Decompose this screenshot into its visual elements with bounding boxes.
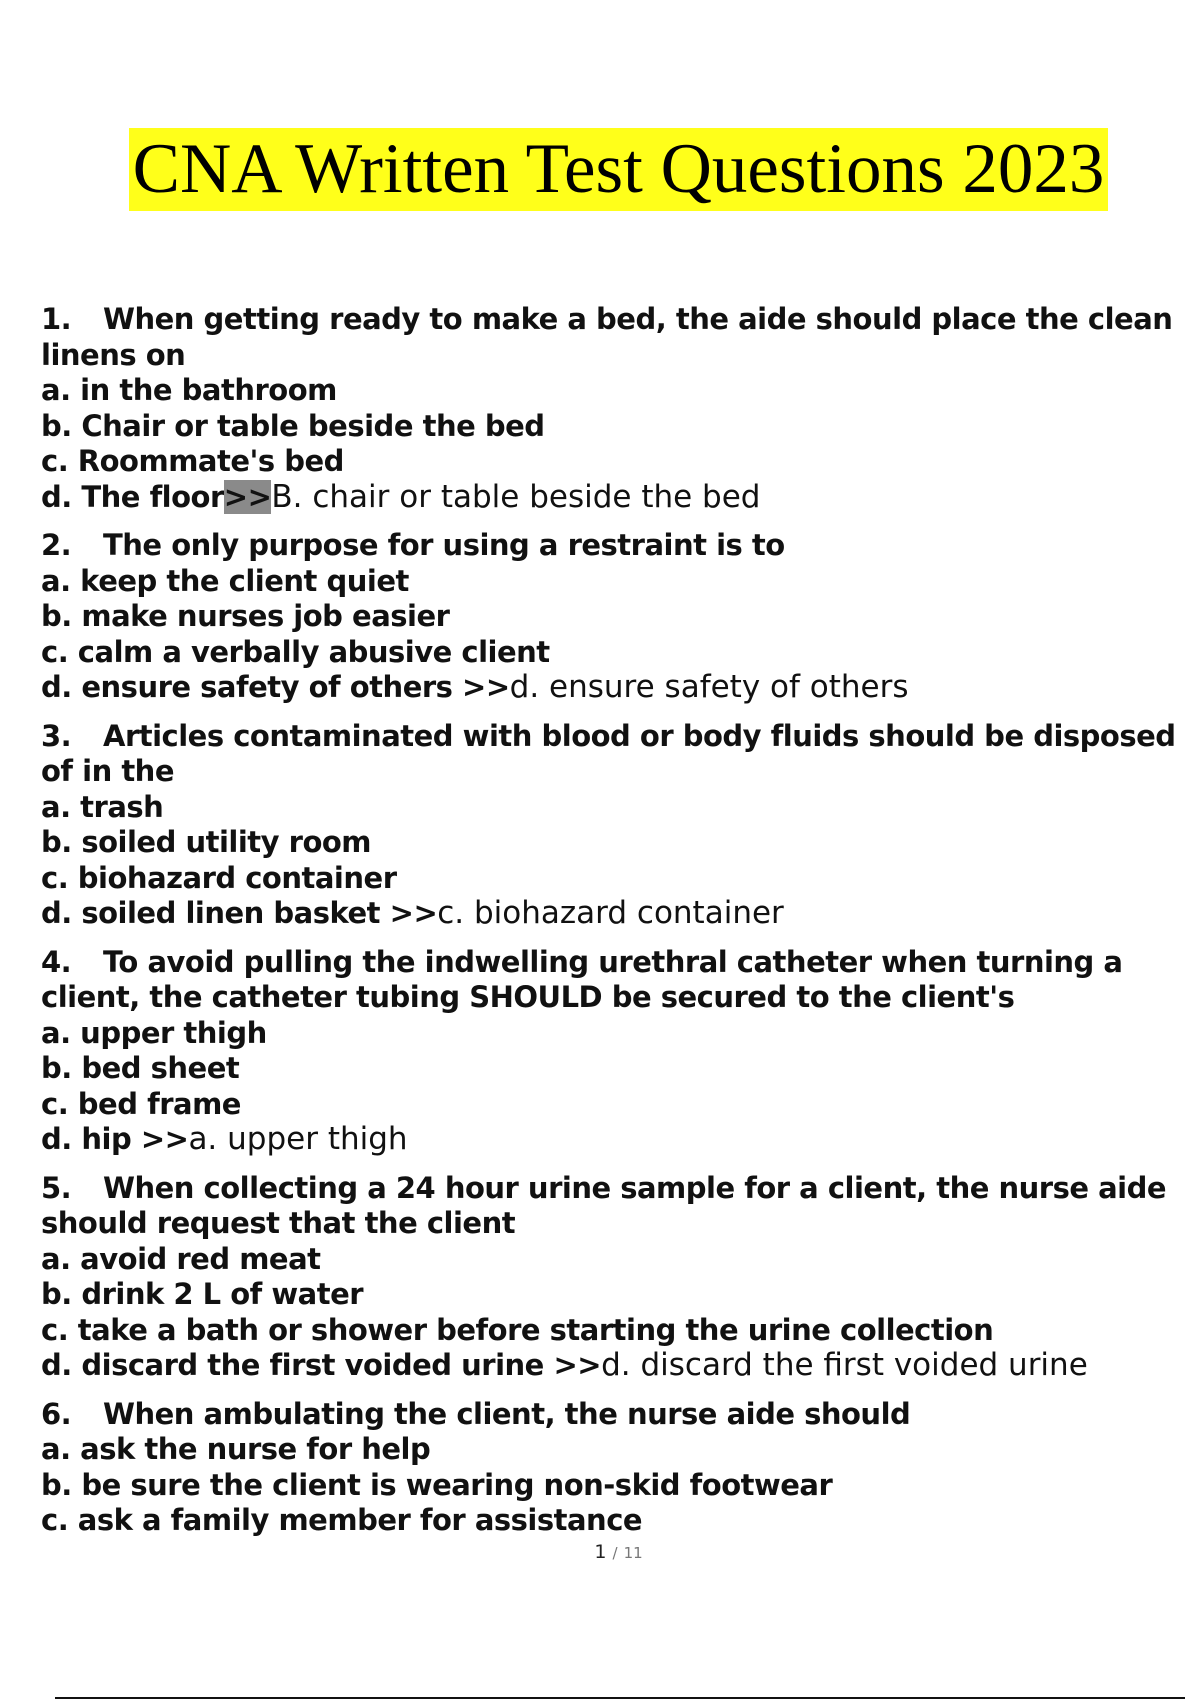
page-separator: / xyxy=(612,1544,618,1562)
document-title: CNA Written Test Questions 2023 xyxy=(129,128,1109,211)
answer-text: a. upper thigh xyxy=(188,1121,408,1157)
option-a: a. upper thigh xyxy=(41,1015,267,1050)
option-d xyxy=(41,1122,1191,1158)
answer-text: c. biohazard container xyxy=(437,895,784,931)
question-number: 6. xyxy=(41,1396,72,1431)
question-3 xyxy=(41,719,1191,932)
option-b: b. be sure the client is wearing non-skid footwear xyxy=(41,1467,833,1502)
option-b: b. bed sheet xyxy=(41,1051,240,1085)
question-number: 1. xyxy=(41,302,72,336)
option-b: b. make nurses job easier xyxy=(41,599,450,633)
question-text: When collecting a 24 hour urine sample for a client, the nurse aide should request that the client xyxy=(41,1170,1167,1240)
question-text: When getting ready to make a bed, the aide should place the clean linens on xyxy=(41,302,1173,372)
option-c: c. calm a verbally abusive client xyxy=(41,634,550,669)
question-stem xyxy=(41,719,1191,790)
option-c: c. Roommate's bed xyxy=(41,444,344,478)
page-bottom-rule xyxy=(55,1697,1185,1699)
page-current: 1 xyxy=(594,1541,607,1563)
question-text: The only purpose for using a restraint is to xyxy=(103,528,785,562)
option-d xyxy=(41,670,1191,706)
answer-text: d. discard the first voided urine xyxy=(601,1347,1088,1383)
question-number: 4. xyxy=(41,944,72,979)
question-stem xyxy=(41,528,1191,564)
answer-text: B. chair or table beside the bed xyxy=(271,478,761,515)
answer-marker: >> xyxy=(553,1348,602,1382)
option-d-text: d. The floor xyxy=(41,479,224,514)
question-2 xyxy=(41,528,1191,706)
question-number: 2. xyxy=(41,528,72,562)
answer-marker: >> xyxy=(462,670,510,704)
option-d-text: d. discard the first voided urine xyxy=(41,1348,544,1382)
option-a: a. keep the client quiet xyxy=(41,563,409,598)
question-number: 3. xyxy=(41,718,72,753)
title-wrapper xyxy=(0,128,1200,211)
question-text: To avoid pulling the indwelling urethral catheter when turning a client, the catheter tubing SHOULD be secured to the client's xyxy=(41,944,1123,1014)
option-c: c. biohazard container xyxy=(41,860,397,895)
option-d-text: d. ensure safety of others xyxy=(41,670,453,704)
question-text: Articles contaminated with blood or body fluids should be disposed of in the xyxy=(41,718,1176,788)
question-stem xyxy=(41,1397,1191,1433)
question-5 xyxy=(41,1171,1191,1384)
option-d xyxy=(41,480,1191,516)
option-b: b. Chair or table beside the bed xyxy=(41,408,545,443)
option-c: c. bed frame xyxy=(41,1086,241,1121)
question-text: When ambulating the client, the nurse aide should xyxy=(103,1396,911,1431)
page-number xyxy=(0,1541,1200,1563)
option-a: a. in the bathroom xyxy=(41,373,337,407)
answer-marker: >> xyxy=(140,1122,189,1156)
question-stem xyxy=(41,1171,1191,1242)
answer-marker-highlighted: >> xyxy=(223,479,272,514)
option-d xyxy=(41,1348,1191,1384)
option-a: a. avoid red meat xyxy=(41,1241,321,1276)
question-1 xyxy=(41,302,1191,515)
page-total: 11 xyxy=(623,1544,643,1562)
option-b: b. drink 2 L of water xyxy=(41,1277,364,1311)
question-list xyxy=(41,302,1191,1552)
option-d xyxy=(41,896,1191,932)
question-number: 5. xyxy=(41,1170,72,1205)
option-a: a. ask the nurse for help xyxy=(41,1432,431,1466)
question-stem xyxy=(41,302,1191,373)
option-a: a. trash xyxy=(41,789,164,824)
answer-marker: >> xyxy=(389,896,438,930)
question-6 xyxy=(41,1397,1191,1539)
question-stem xyxy=(41,945,1191,1016)
option-c: c. ask a family member for assistance xyxy=(41,1503,643,1537)
answer-text: d. ensure safety of others xyxy=(509,669,909,705)
option-d-text: d. soiled linen basket xyxy=(41,896,381,930)
option-c: c. take a bath or shower before starting the urine collection xyxy=(41,1312,994,1347)
option-b: b. soiled utility room xyxy=(41,825,372,859)
option-d-text: d. hip xyxy=(41,1122,132,1156)
question-4 xyxy=(41,945,1191,1158)
